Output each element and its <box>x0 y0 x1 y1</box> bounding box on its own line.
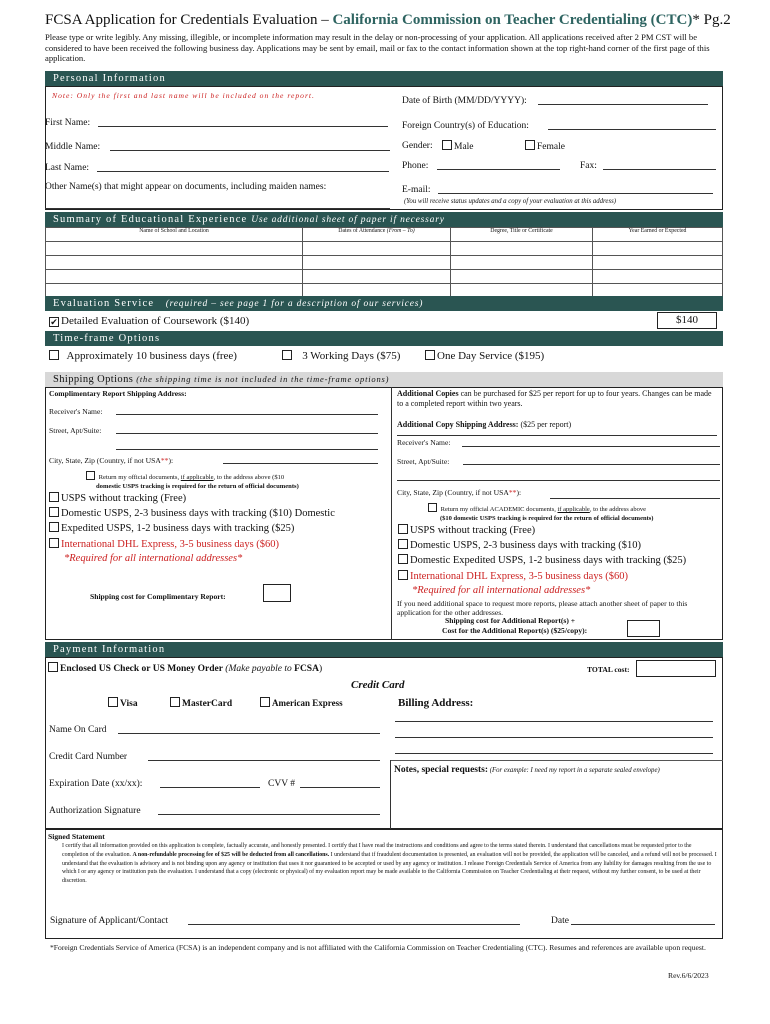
page-title: FCSA Application for Credentials Evaluation – California Commission on Teacher Credentialing (CTC)* Pg.2 <box>45 12 731 28</box>
visa-option[interactable]: Visa <box>108 697 138 709</box>
expiration-label: Expiration Date (xx/xx): <box>49 779 143 789</box>
phone-field[interactable] <box>437 169 560 170</box>
fax-label: Fax: <box>580 161 597 171</box>
name-note: Note: Only the first and last name will be included on the report. <box>52 91 315 100</box>
shipping-divider <box>391 387 392 640</box>
auth-signature-field[interactable] <box>158 814 380 815</box>
col-degree: Degree, Title or Certificate <box>451 228 593 242</box>
billing-line-2[interactable] <box>395 737 713 738</box>
add-usps-free-option[interactable]: USPS without tracking (Free) <box>398 524 535 536</box>
expiration-field[interactable] <box>160 787 260 788</box>
comp-city-field[interactable] <box>223 463 378 464</box>
intl-required-note: *Required for all international addresses* <box>64 553 243 564</box>
gender-label: Gender: <box>402 141 433 151</box>
billing-line-3[interactable] <box>395 753 713 754</box>
domestic-usps-option[interactable]: Domestic USPS, 2-3 business days with tracking ($10) Domestic <box>49 507 335 519</box>
add-city-label: City, State, Zip (Country, if not USA**): <box>397 488 522 497</box>
dhl-option[interactable]: International DHL Express, 3-5 business days ($60) <box>49 538 279 550</box>
dob-label: Date of Birth (MM/DD/YYYY): <box>402 96 527 106</box>
timeframe-option-one-day[interactable]: One Day Service ($195) <box>425 350 544 362</box>
comp-street-field-2[interactable] <box>116 449 378 450</box>
add-street-field[interactable] <box>463 464 720 465</box>
card-number-label: Credit Card Number <box>49 752 128 762</box>
add-street-label: Street, Apt/Suite: <box>397 457 450 466</box>
female-checkbox[interactable] <box>525 140 535 150</box>
credit-card-heading: Credit Card <box>351 679 405 691</box>
one-day-checkbox[interactable] <box>425 350 435 360</box>
section-shipping-options: Shipping Options (the shipping time is not included in the time-frame options) <box>45 372 723 387</box>
check-money-order-option[interactable]: Enclosed US Check or US Money Order (Make payable to FCSA) <box>48 662 322 674</box>
comp-city-label: City, State, Zip (Country, if not USA**): <box>49 456 174 465</box>
additional-ship-heading: Additional Copy Shipping Address: ($25 per report) <box>397 420 572 429</box>
cvv-label: CVV # <box>268 779 296 789</box>
col-year: Year Earned or Expected <box>593 228 723 242</box>
add-cost-label-1: Shipping cost for Additional Report(s) + <box>445 616 576 625</box>
usps-free-option[interactable]: USPS without tracking (Free) <box>49 492 186 504</box>
edu-cell[interactable] <box>46 242 303 256</box>
last-name-field[interactable] <box>97 171 389 172</box>
add-dhl-option[interactable]: International DHL Express, 3-5 business days ($60) <box>398 570 628 582</box>
return-docs-option[interactable]: Return my official documents, if applicable, to the address above ($10 domestic USPS tracking is required for the return of official documents) <box>86 471 386 491</box>
email-label: E-mail: <box>402 185 431 195</box>
middle-name-label: Middle Name: <box>45 142 101 152</box>
col-dates: Dates of Attendance (From – To) <box>303 228 451 242</box>
add-expedited-usps-option[interactable]: Domestic Expedited USPS, 1-2 business days with tracking ($25) <box>398 554 686 566</box>
edu-cell[interactable] <box>46 270 303 284</box>
edu-cell[interactable] <box>46 256 303 270</box>
billing-address-label: Billing Address: <box>398 697 474 709</box>
section-payment-information: Payment Information <box>45 642 723 657</box>
comp-receiver-field[interactable] <box>116 414 378 415</box>
comp-receiver-label: Receiver's Name: <box>49 407 103 416</box>
expedited-usps-option[interactable]: Expedited USPS, 1-2 business days with tracking ($25) <box>49 522 294 534</box>
section-educational-experience: Summary of Educational Experience Use additional sheet of paper if necessary <box>45 212 723 227</box>
comp-street-field[interactable] <box>116 433 378 434</box>
additional-copies-text: Additional Copies can be purchased for $25 per report for up to four years. Changes can be made to a completed report within two years. <box>397 389 712 408</box>
section-evaluation-service: Evaluation Service (required – see page 1 for a description of our services) <box>45 296 723 311</box>
email-field[interactable] <box>438 193 713 194</box>
date-label: Date <box>551 916 569 926</box>
name-on-card-field[interactable] <box>118 733 380 734</box>
cvv-field[interactable] <box>300 787 380 788</box>
return-docs-checkbox[interactable] <box>86 471 95 480</box>
foreign-country-field[interactable] <box>548 129 716 130</box>
add-domestic-usps-option[interactable]: Domestic USPS, 2-3 business days with tracking ($10) <box>398 539 641 551</box>
10-days-checkbox[interactable] <box>49 350 59 360</box>
gender-female[interactable]: Female <box>525 140 565 152</box>
notes-divider <box>390 760 723 761</box>
col-school: Name of School and Location <box>46 228 303 242</box>
other-names-label: Other Name(s) that might appear on documents, including maiden names: <box>45 182 327 192</box>
add-receiver-label: Receiver's Name: <box>397 438 451 447</box>
more-space-note: If you need additional space to request more reports, please attach another sheet of paper to this application for the other addresses. <box>397 599 688 617</box>
first-name-field[interactable] <box>98 126 388 127</box>
billing-line-1[interactable] <box>395 721 713 722</box>
mastercard-option[interactable]: MasterCard <box>170 697 232 709</box>
detailed-evaluation-option[interactable]: ✔ Detailed Evaluation of Coursework ($140) <box>50 315 250 327</box>
comp-cost-label: Shipping cost for Complimentary Report: <box>90 592 226 601</box>
3-days-checkbox[interactable] <box>282 350 292 360</box>
ctc-disclaimer: *Foreign Credentials Service of America (FCSA) is an independent company and is not affiliated with the California Commission on Teacher Credentialing (CTC). Resumes and references are available upon request. <box>50 943 706 952</box>
first-name-label: First Name: <box>45 118 91 128</box>
add-ship-field-top[interactable] <box>397 435 717 436</box>
return-academic-option[interactable]: Return my official ACADEMIC documents, if applicable, to the address above ($10 domestic USPS tracking is required for the return of official documents) <box>428 503 723 523</box>
foreign-country-label: Foreign Country(s) of Education: <box>402 121 529 131</box>
signed-statement-heading: Signed Statement <box>48 832 105 841</box>
comp-street-label: Street, Apt/Suite: <box>49 426 102 435</box>
comp-cost-field[interactable] <box>263 584 291 602</box>
timeframe-option-3-days[interactable]: 3 Working Days ($75) <box>282 350 400 362</box>
gender-male[interactable]: Male <box>442 140 474 152</box>
instructions: Please type or write legibly. Any missing, illegible, or incomplete information may result in the delay or non-processing of your application. All applications received after 2 PM CST will be considered to have been received the following business day. Applications may be sent by email, mail or fax to the contact information shown at the top right-hand corner of the first page of this application. <box>45 32 710 63</box>
date-field[interactable] <box>571 924 715 925</box>
signed-statement-text: I certify that all information provided on this application is complete, factually accurate, and honestly presented. I certify that I have read the instructions and conditions and agree to the terms stated therein. I understand that cancellations must be requested prior to the completion of the evaluation. A non-refundable processing fee of $25 will be deducted from all cancellations. I understand that if fraudulent documentation is presented, an evaluation will not be provided, the application will be canceled, and a refund will not be processed. I understand that the evaluation is advisory and is not binding upon any agency or institution that uses it nor guaranteed to be accepted or used by any agency or institution. I release Foreign Credentials Service of America from any liability for damages resulting from the use to which I or any agency or institution puts the evaluation. I understand that a copy (electronic or physical) of my evaluation report may be made available to the California Commission on Teacher Credentialing at their request, without my further consent, to be used at their discretion. <box>62 843 717 885</box>
phone-label: Phone: <box>402 161 429 171</box>
fax-field[interactable] <box>603 169 716 170</box>
other-names-field[interactable] <box>45 208 390 209</box>
total-cost-label: TOTAL cost: <box>587 665 630 674</box>
add-city-field[interactable] <box>550 498 720 499</box>
notes-label: Notes, special requests: (For example: I need my report in a separate sealed envelope) <box>394 765 660 775</box>
card-number-field[interactable] <box>148 760 380 761</box>
signature-label: Signature of Applicant/Contact <box>50 916 169 926</box>
detailed-evaluation-checkbox[interactable]: ✔ <box>50 317 58 327</box>
signature-field[interactable] <box>188 924 520 925</box>
education-table <box>45 227 723 298</box>
evaluation-price: $140 <box>657 312 717 329</box>
email-note: (You will receive status updates and a copy of your evaluation at this address) <box>404 198 617 205</box>
total-cost-field[interactable] <box>636 660 716 677</box>
ctc-name: California Commission on Teacher Credentialing (CTC) <box>332 12 693 28</box>
section-personal-information: Personal Information <box>45 71 723 86</box>
amex-option[interactable]: American Express <box>260 697 343 708</box>
add-intl-required-note: *Required for all international addresses* <box>412 585 591 596</box>
add-street-field-2[interactable] <box>397 480 720 481</box>
notes-divider-v <box>390 760 391 829</box>
comp-heading: Complimentary Report Shipping Address: <box>49 389 187 398</box>
add-cost-label-2: Cost for the Additional Report(s) ($25/copy): <box>442 626 588 635</box>
name-on-card-label: Name On Card <box>49 725 107 735</box>
middle-name-field[interactable] <box>110 150 390 151</box>
last-name-label: Last Name: <box>45 163 90 173</box>
revision-date: Rev.6/6/2023 <box>668 971 709 980</box>
auth-signature-label: Authorization Signature <box>49 806 141 816</box>
dob-field[interactable] <box>538 104 708 105</box>
timeframe-option-10-days[interactable]: Approximately 10 business days (free) <box>49 350 237 362</box>
section-timeframe: Time-frame Options <box>45 331 723 346</box>
add-receiver-field[interactable] <box>462 446 720 447</box>
add-cost-field[interactable] <box>627 620 660 637</box>
male-checkbox[interactable] <box>442 140 452 150</box>
